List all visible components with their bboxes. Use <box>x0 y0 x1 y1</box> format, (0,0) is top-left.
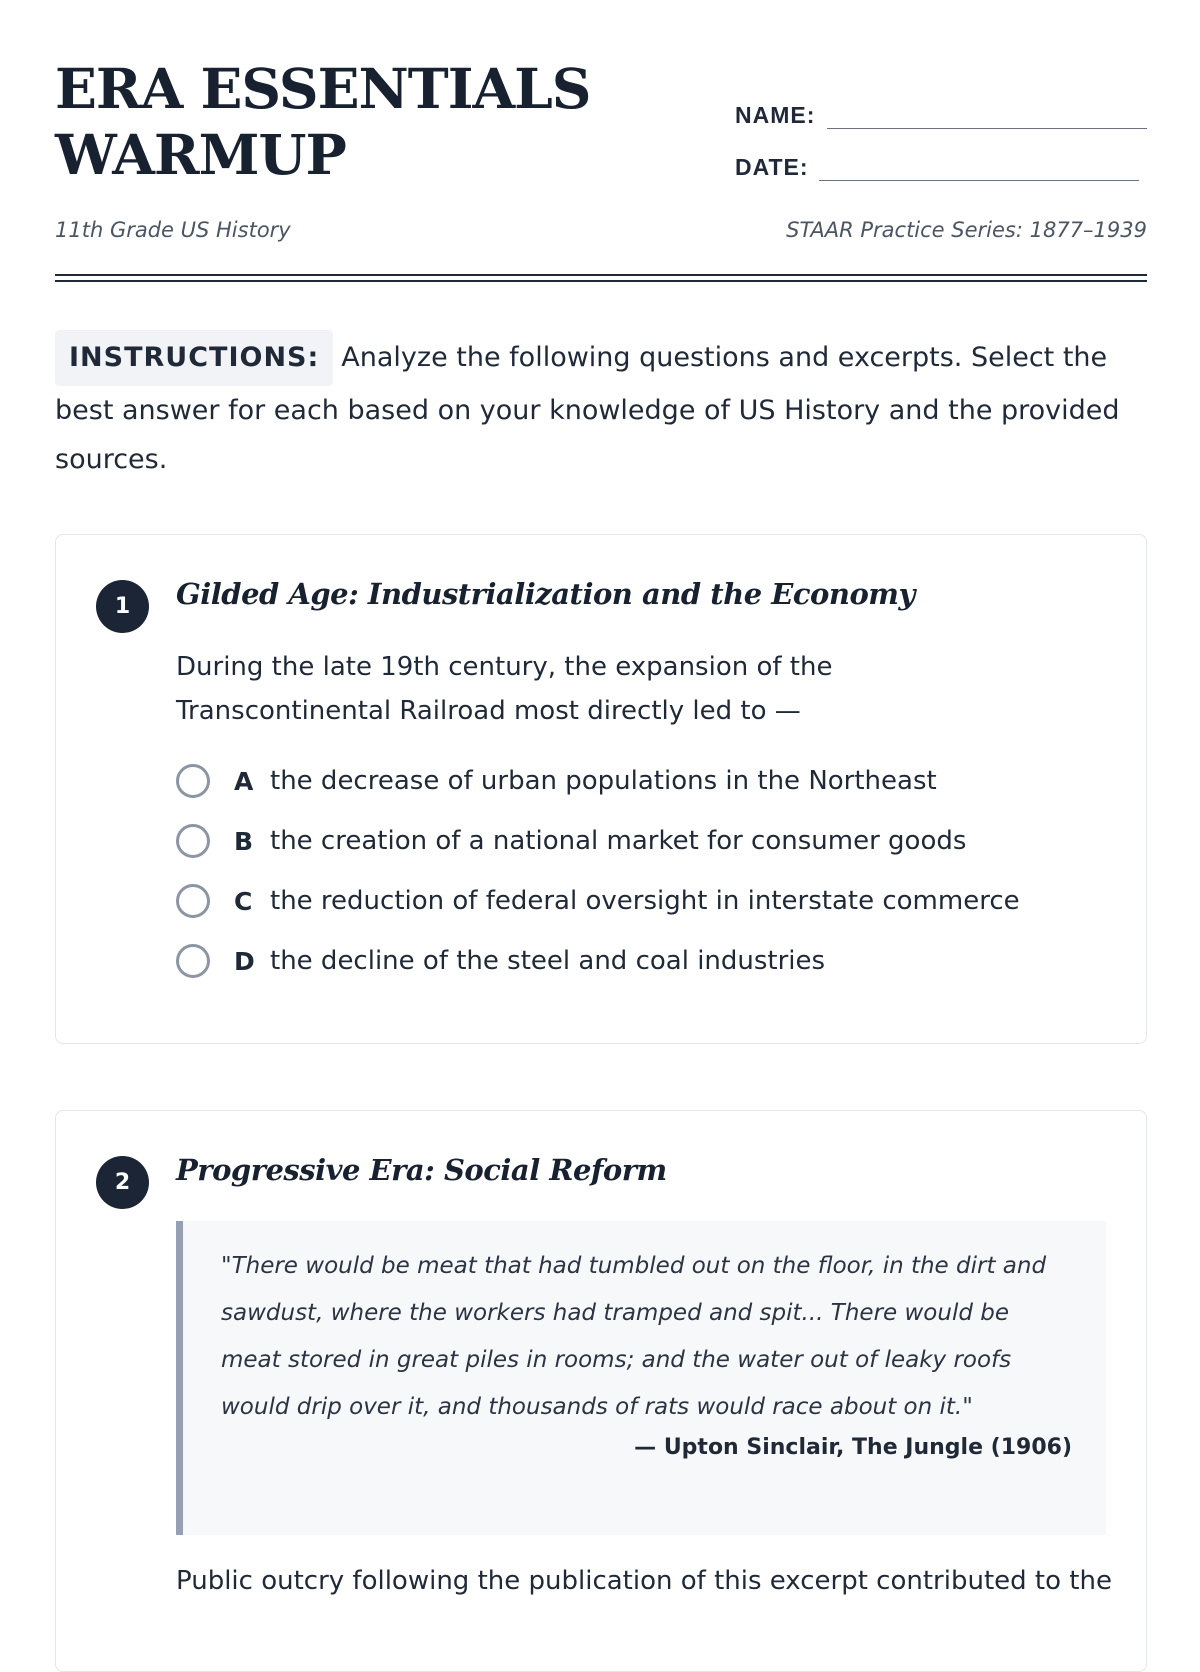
answer-option-a[interactable] <box>176 751 1020 811</box>
worksheet-header <box>55 0 1147 260</box>
header-divider <box>55 274 1147 276</box>
question-stem: During the late 19th century, the expansion of the Transcontinental Railroad most directly led to — <box>176 652 833 726</box>
option-text: the decrease of urban populations in the Northeast <box>270 766 937 796</box>
source-excerpt <box>176 1221 1106 1535</box>
name-field <box>735 100 1147 129</box>
option-letter: D <box>234 946 255 976</box>
option-letter: B <box>234 826 254 856</box>
radio-button-a[interactable] <box>176 764 210 798</box>
radio-button-d[interactable] <box>176 944 210 978</box>
question-card-2 <box>55 1110 1147 1672</box>
course-subtitle: 11th Grade US History <box>55 218 291 242</box>
title-line-2: WARMUP <box>55 122 346 187</box>
worksheet-title <box>55 56 655 188</box>
answer-options <box>176 751 1020 991</box>
answer-option-d[interactable] <box>176 931 1020 991</box>
name-label: NAME: <box>735 102 816 128</box>
option-letter: C <box>234 886 253 916</box>
header-divider-second <box>55 280 1147 282</box>
instructions-label: INSTRUCTIONS: <box>55 330 333 386</box>
question-card-1 <box>55 534 1147 1044</box>
worksheet-page <box>55 0 1147 1596</box>
instructions-text: Analyze the following questions and excerpts. Select the best answer for each based on your knowledge of US History and the provided sources. <box>55 342 1120 475</box>
option-text: the reduction of federal oversight in interstate commerce <box>270 886 1020 916</box>
question-title: Gilded Age: Industrialization and the Economy <box>176 577 915 611</box>
instructions <box>55 330 1147 484</box>
answer-option-b[interactable] <box>176 811 1020 871</box>
option-text: the creation of a national market for consumer goods <box>270 826 967 856</box>
name-blank-line[interactable] <box>827 100 1147 129</box>
date-blank-line[interactable] <box>819 152 1139 181</box>
excerpt-text: "There would be meat that had tumbled out on the floor, in the dirt and sawdust, where the workers had tramped and spit... There would be meat stored in great piles in rooms; and the water out of leaky roofs would drip over it, and thousands of rats would race about on it." <box>221 1253 1047 1420</box>
radio-button-b[interactable] <box>176 824 210 858</box>
question-number-badge: 2 <box>96 1156 149 1209</box>
option-text: the decline of the steel and coal industries <box>270 946 826 976</box>
excerpt-citation: — Upton Sinclair, The Jungle (1906) <box>634 1435 1072 1460</box>
date-field <box>735 152 1139 181</box>
question-title: Progressive Era: Social Reform <box>176 1153 667 1187</box>
answer-option-c[interactable] <box>176 871 1020 931</box>
title-line-1: ERA ESSENTIALS <box>55 56 591 121</box>
series-subtitle: STAAR Practice Series: 1877–1939 <box>786 218 1147 242</box>
date-label: DATE: <box>735 154 809 180</box>
radio-button-c[interactable] <box>176 884 210 918</box>
option-letter: A <box>234 766 254 796</box>
question-number-badge: 1 <box>96 580 149 633</box>
question-stem: Public outcry following the publication of this excerpt contributed to the <box>176 1566 1112 1596</box>
